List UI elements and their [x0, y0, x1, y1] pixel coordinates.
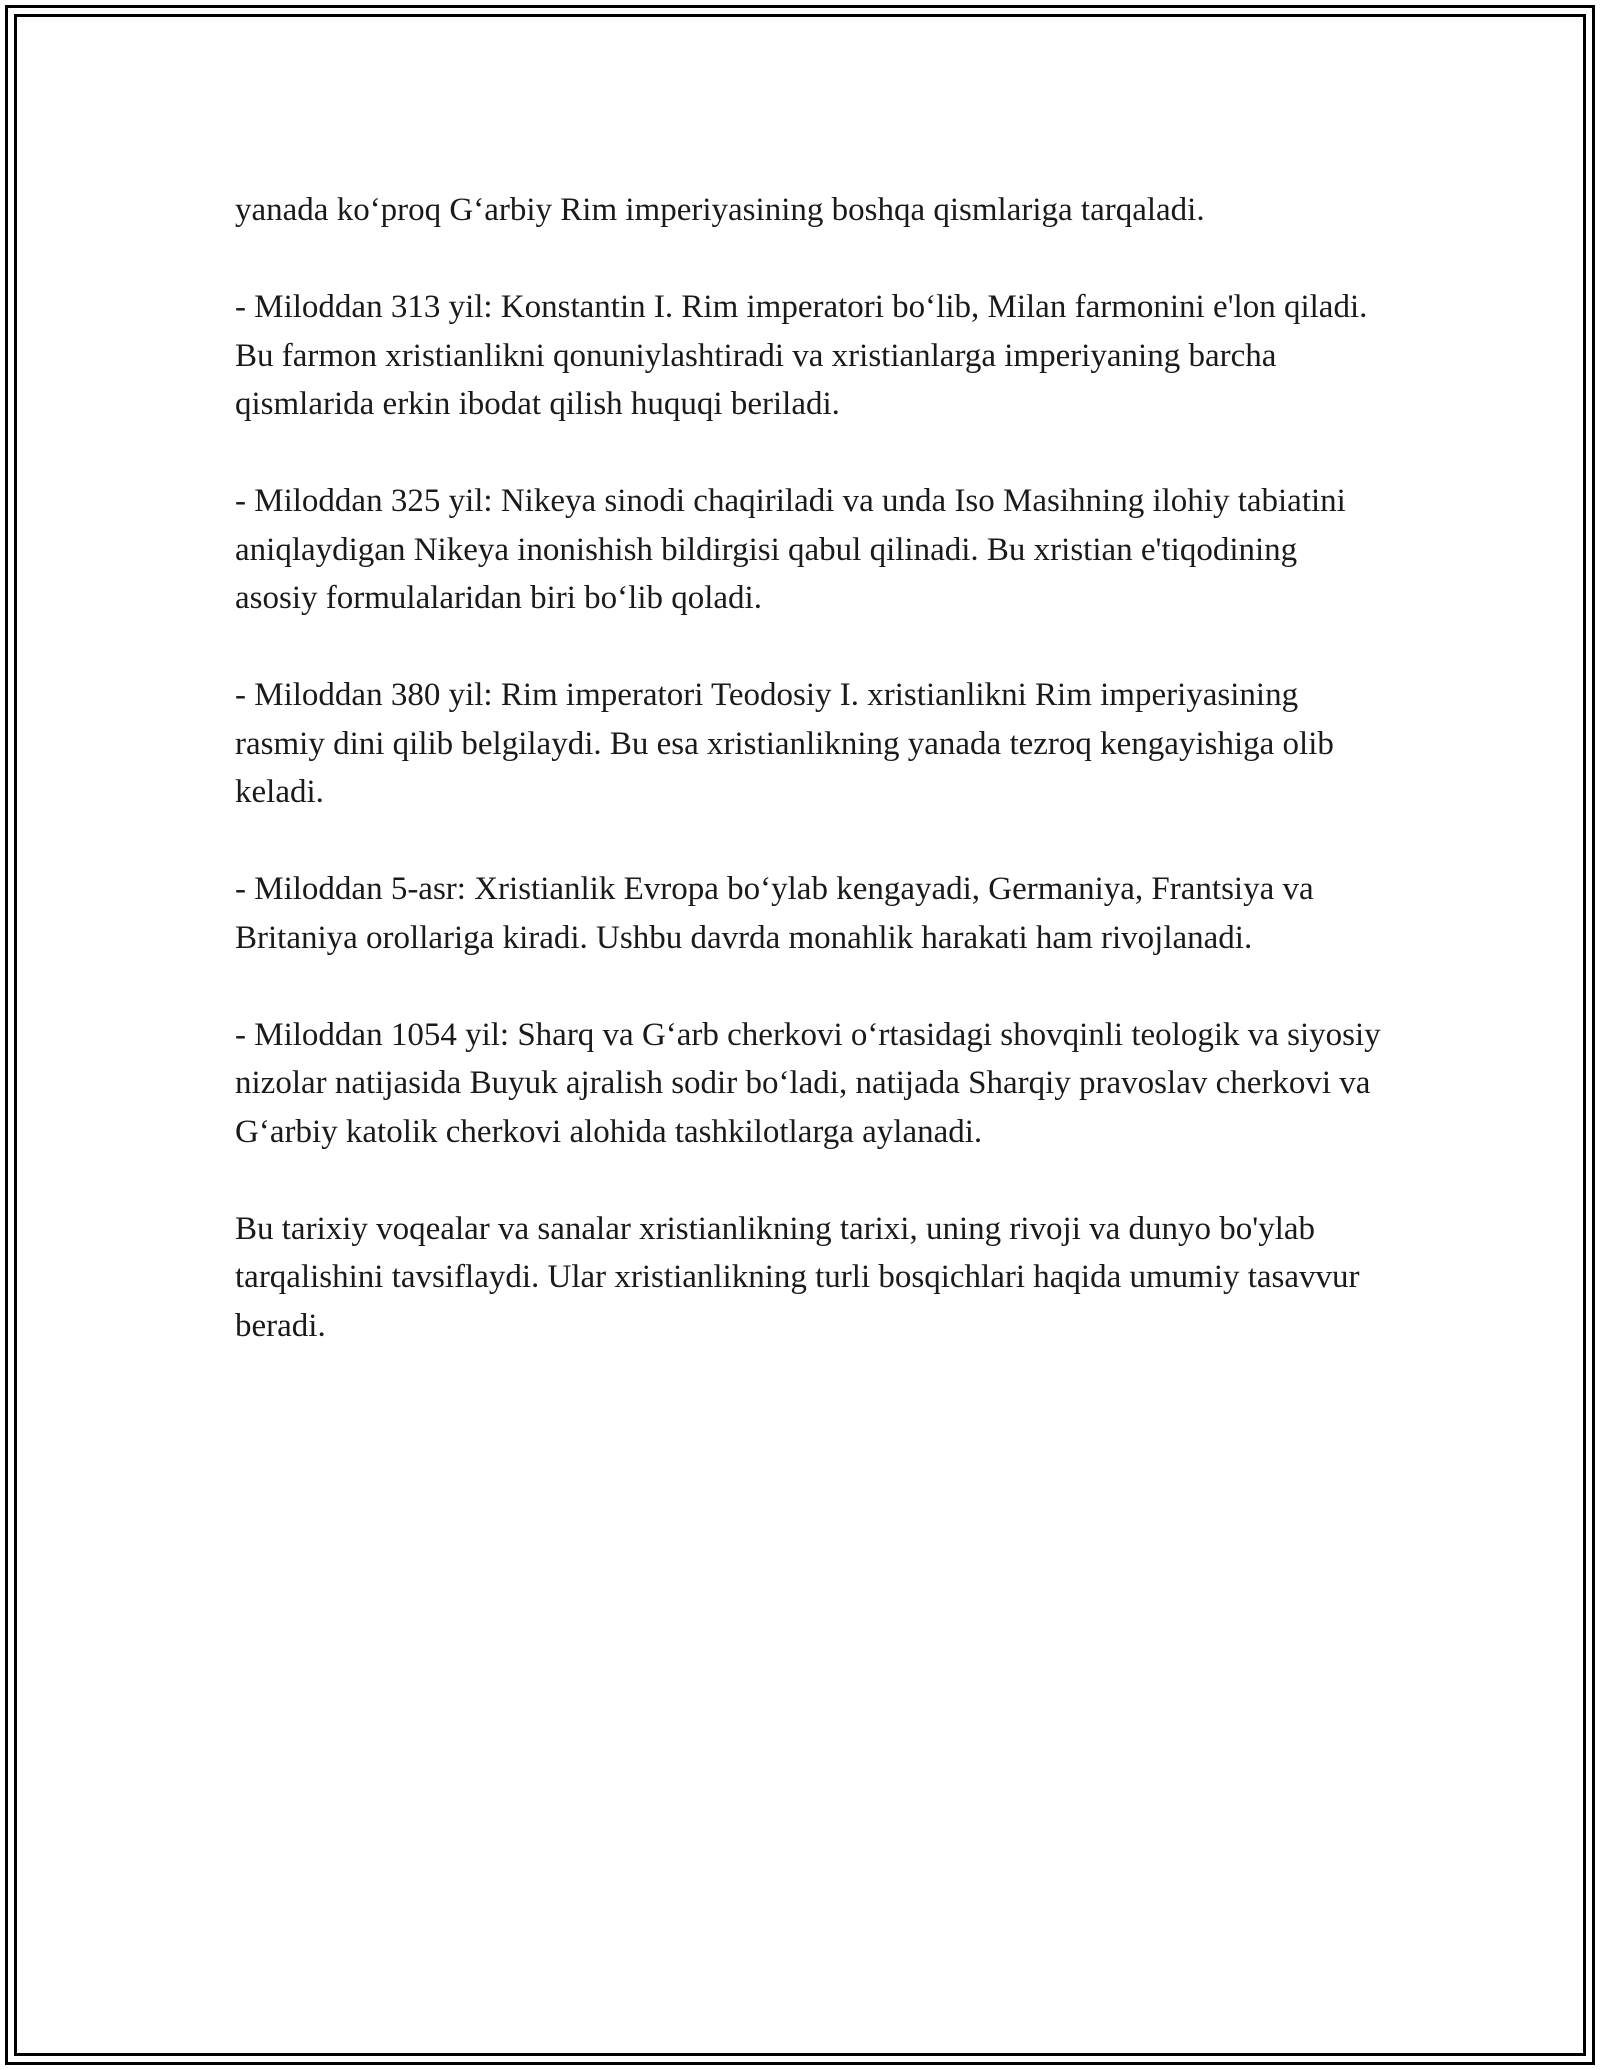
document-body [235, 186, 1385, 1399]
paragraph-313: - Miloddan 313 yil: Konstantin I. Rim imperatori bo‘lib, Milan farmonini e'lon qiladi. Bu farmon xristianlikni qonuniylashtiradi va xristianlarga imperiyaning barcha qismlarida erkin ibodat qilish huquqi beriladi. [235, 289, 1368, 422]
paragraph-380: - Miloddan 380 yil: Rim imperatori Teodosiy I. xristianlikni Rim imperiyasining rasmiy dini qilib belgilaydi. Bu esa xristianlikning yanada tezroq kengayishiga olib keladi. [235, 677, 1334, 810]
paragraph-1054: - Miloddan 1054 yil: Sharq va G‘arb cherkovi o‘rtasidagi shovqinli teologik va siyosiy nizolar natijasida Buyuk ajralish sodir bo‘ladi, natijada Sharqiy pravoslav cherkovi va G‘arbiy katolik cherkovi alohida tashkilotlarga aylanadi. [235, 1016, 1381, 1150]
paragraph-5th-century: - Miloddan 5-asr: Xristianlik Evropa bo‘ylab kengayadi, Germaniya, Frantsiya va Britaniya orollariga kiradi. Ushbu davrda monahlik harakati ham rivojlanadi. [235, 871, 1314, 956]
paragraph-conclusion: Bu tarixiy voqealar va sanalar xristianlikning tarixi, uning rivoji va dunyo bo'ylab tarqalishini tavsiflaydi. Ular xristianlikning turli bosqichlari haqida umumiy tasavvur beradi. [235, 1210, 1360, 1344]
paragraph-continuation: yanada ko‘proq G‘arbiy Rim imperiyasining boshqa qismlariga tarqaladi. [235, 192, 1205, 228]
paragraph-325: - Miloddan 325 yil: Nikeya sinodi chaqiriladi va unda Iso Masihning ilohiy tabiatini aniqlaydigan Nikeya inonishish bildirgisi qabul qilinadi. Bu xristian e'tiqodining asosiy formulalaridan biri bo‘lib qoladi. [235, 483, 1346, 616]
